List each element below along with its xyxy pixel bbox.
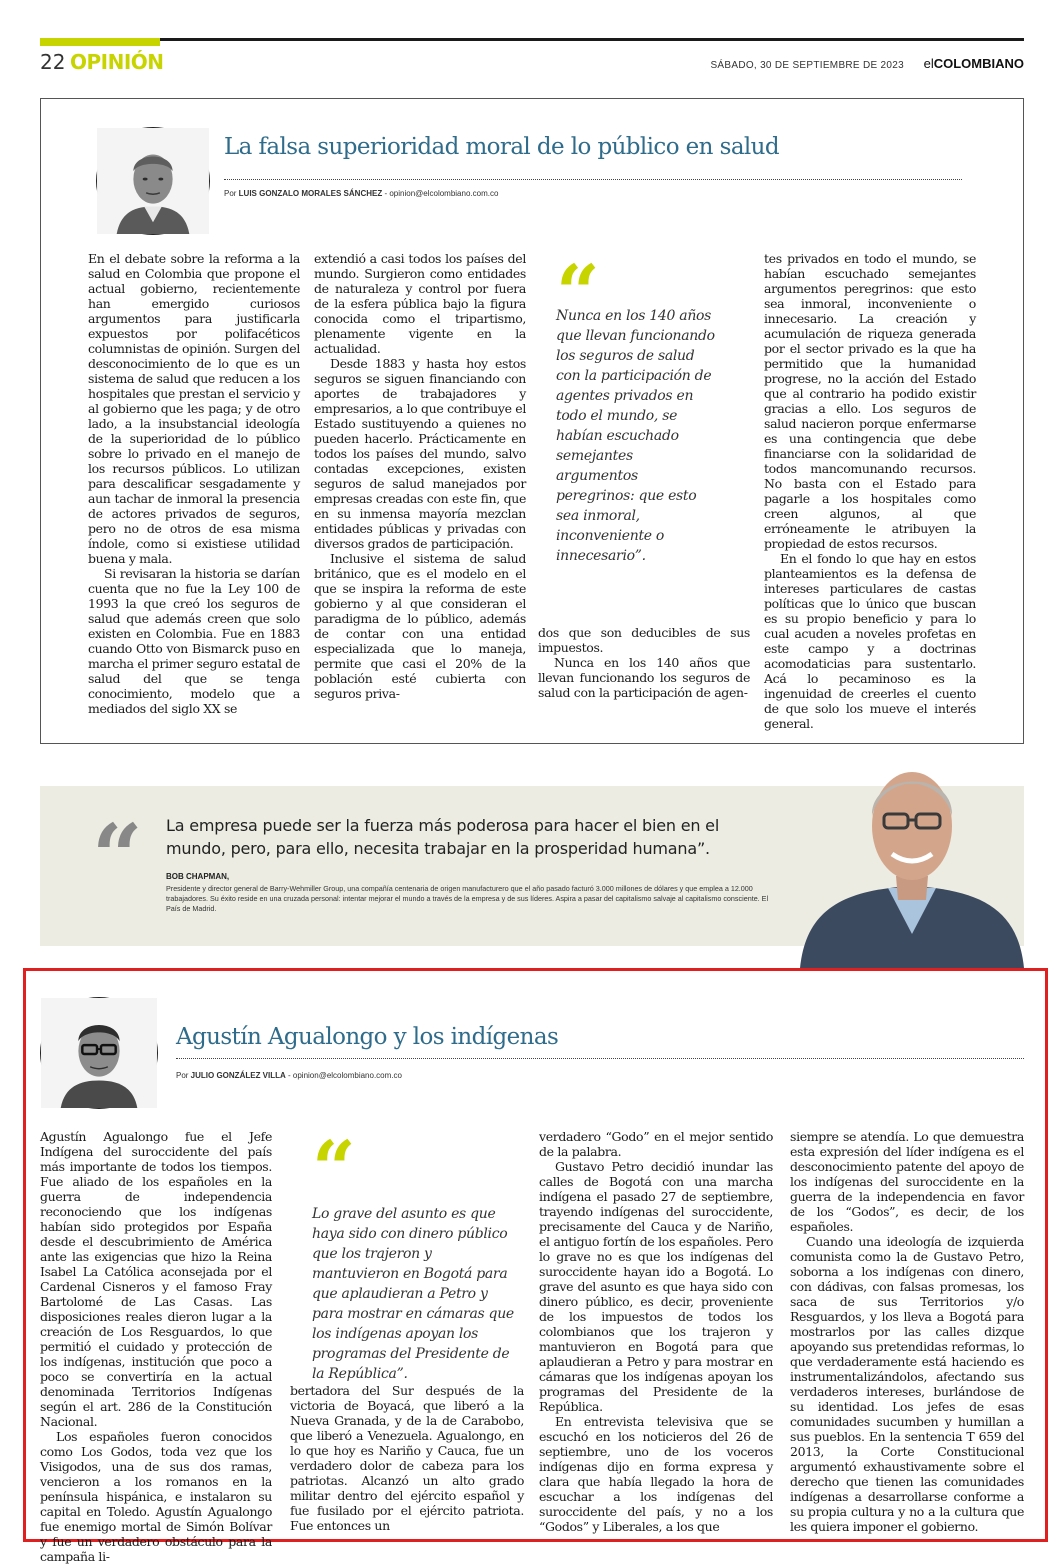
person-photo-icon [800, 728, 1024, 968]
page-number: 22 [40, 50, 66, 74]
article-1-pullquote: Nunca en los 140 años que llevan funcionando los seguros de salud con la participación de agentes privados en todo el mundo, se habían escuchado semejantes argumentos peregrinos: que esto sea inmoral, inconveniente o innecesario”. [556, 308, 715, 565]
paragraph: Inclusive el sistema de salud británico, que es el modelo en el que se inspira la reforma de este gobierno y al que consideran el paradigma de lo público, además de contar con una entidad especializada que lo maneja, permite que casi el 20% de la población esté cubierta con seguros priva- [314, 551, 526, 701]
author-portrait-2 [40, 997, 158, 1109]
featured-quote: La empresa puede ser la fuerza más poderosa para hacer el bien en el mundo, pero, para ello, necesita trabajar en la prosperidad humana”. [166, 816, 720, 859]
section-label: OPINIÓN [70, 50, 164, 74]
paragraph: Los españoles fueron conocidos como Los Godos, toda vez que los Visigodos, una de sus dos ramas, vencieron a los romanos en la península hispánica, e instalaron su capital en Toledo. Agustín Agualongo fue enemigo mortal de Simón Bolívar y fue un verdadero obstáculo para la campaña li- [40, 1429, 272, 1564]
paragraph: tes privados en todo el mundo, se habían escuchado semejantes argumentos peregrinos: que esto sea inmoral, inconveniente o innecesario. La creación y acumulación de riqueza generada por el sector privado es la que ha permitido que la humanidad progrese, no la acción del Estado que al contrario ha podido existir gracias a ello. Los seguros de salud nacieron porque enfermarse es una contingencia que debe financiarse con la solidaridad de todos mancomunando recursos. No basta con el Estado para pagarle a los hospitales como creen algunos, al que erróneamente le atribuyen la propiedad de estos recursos. [764, 251, 976, 551]
article-2-byline [176, 1071, 402, 1080]
paragraph: Si revisaran la historia se darían cuenta que no fue la Ley 100 de 1993 la que creó los seguros de salud que además creen que solo existen en Colombia. Fue en 1883 cuando Otto von Bismarck puso en marcha el primer seguro estatal de salud del que se tenga conocimiento, modelo que a mediados del siglo XX se [88, 566, 300, 716]
logo-prefix: el [923, 56, 934, 71]
article-2-column-1 [40, 1129, 272, 1564]
article-2-divider [176, 1058, 1024, 1059]
byline-prefix: Por [224, 189, 239, 198]
byline-prefix: Por [176, 1071, 191, 1080]
quote-mark-icon: “ [556, 248, 600, 337]
article-1-column-3 [538, 625, 750, 703]
paragraph: Agustín Agualongo fue el Jefe Indígena del suroccidente del país más importante de todos los tiempos. Fue aliado de los españoles en la guerra de independencia reconociendo que los indígenas habían sido protegidos por España desde el descubrimiento de América ante las exigencias que hizo la Reina Isabel La Católica aconsejada por el Cardenal Cisneros y el famoso Fray Bartolomé de Las Casas. Las disposiciones reales dieron lugar a la creación de Los Resguardos, lo que permitió el cuidado y protección de los indígenas, institución que poco a poco se convertiría en la actual denominada Territorios Indígenas según el art. 286 de la Constitución Nacional. [40, 1129, 272, 1429]
article-1-byline [224, 189, 498, 198]
paragraph: bertadora del Sur después de la victoria de Boyacá, que liberó a la Nueva Granada, y de la de Carabobo, que liberó a Venezuela. Agualongo, en lo que hoy es Nariño y Cauca, fue un verdadero dolor de cabeza para los patriotas. Alcanzó un alto grado militar dentro del ejército español y fue fusilado por el ejército patriota. Fue entonces un [290, 1383, 524, 1533]
article-1-headline: La falsa superioridad moral de lo público en salud [224, 134, 780, 160]
paragraph: En entrevista televisiva que se escuchó en los noticieros del 26 de septiembre, uno de los voceros indígenas dijo en forma expresa y clara que había llegado la hora de escuchar a los indígenas del suroccidente del país, y no a los “Godos” y Liberales, a los que [539, 1414, 773, 1534]
quote-mark-icon: “ [312, 1124, 356, 1213]
paragraph: extendió a casi todos los países del mundo. Surgieron como entidades de naturaleza y control por fuera de la esfera pública bajo la figura conocida como el tripartismo, plenamente vigente en la actualidad. [314, 251, 526, 356]
paragraph: Cuando una ideología de izquierda comunista como la de Gustavo Petro, soborna a los indígenas con dinero, con dádivas, con falsas promesas, los saca de sus Territorios y/o Resguardos, y los lleva a Bogotá para mostrarlos por las calles dizque apoyando sus pretendidas reformas, lo que verdaderamente está haciendo es instrumentalizándolos, afectando sus verdaderos intereses, burlándose de su identidad. Los jefes de esas comunidades sucumben y humillan a sus pueblos. En la sentencia T 659 del 2013, la Corte Constitucional argumentó exhaustivamente sobre el derecho que tienen las comunidades indígenas a desarrollarse conforme a su propia cultura y no a la cultura que les quiera imponer el gobierno. [790, 1234, 1024, 1534]
author-photo-icon [97, 128, 209, 234]
article-2-column-4 [790, 1129, 1024, 1534]
author-email: - opinion@elcolombiano.com.co [285, 1071, 402, 1080]
quote-mark-icon: “ [92, 804, 143, 908]
author-photo-icon [41, 998, 157, 1108]
masthead-accent-bar [40, 38, 160, 46]
author-email: - opinion@elcolombiano.com.co [382, 189, 499, 198]
article-1-divider [224, 179, 962, 180]
article-1-column-2 [314, 251, 526, 703]
author-name: JULIO GONZÁLEZ VILLA [190, 1071, 286, 1080]
paragraph: En el debate sobre la reforma a la salud en Colombia que propone el actual gobierno, recientemente han emergido curiosos argumentos para justificarla expuestos por polifacéticos columnistas de opinión. Surgen del desconocimiento de lo que es un sistema de salud que reducen a los hospitales que prestan el servicio y al gobierno que les paga; y de otro lado, a la insubstancial ideología de la superioridad de lo público sobre lo privado en el manejo de los recursos públicos. Lo utilizan para descalificar sesgadamente y aun tachar de inmoral la presencia de actores privados de seguros, pero no de otros de esa misma índole, como si existiese utilidad buena y mala. [88, 251, 300, 566]
article-2-headline: Agustín Agualongo y los indígenas [176, 1024, 559, 1050]
paragraph: verdadero “Godo” en el mejor sentido de la palabra. [539, 1129, 773, 1159]
quote-author-name: BOB CHAPMAN, [166, 872, 230, 881]
article-1-column-4 [764, 251, 976, 731]
paragraph: siempre se atendía. Lo que demuestra esta expresión del líder indígena es el desconocimiento patente del apoyo de los indígenas del suroccidente en la guerra de la independencia en favor de los “Godos”, es decir, de los españoles. [790, 1129, 1024, 1234]
article-1-column-1 [88, 251, 300, 716]
paragraph: Desde 1883 y hasta hoy estos seguros se siguen financiando con aportes de trabajadores y empresarios, a lo que contribuye el Estado sustituyendo a quienes no pueden hacerlo. Prácticamente en todos los países del mundo, salvo contadas excepciones, existen seguros de salud manejados por empresas creadas con este fin, que en su inmensa mayoría mezclan entidades públicas y privadas con diversos grados de participación. [314, 356, 526, 551]
issue-date: SÁBADO, 30 DE SEPTIEMBRE DE 2023 [710, 60, 904, 71]
quote-author-description: Presidente y director general de Barry-Wehmiller Group, una compañía centenaria de origen manufacturero que el año pasado facturó 3.000 millones de dólares y que emplea a 12.000 trabajadores. Su éxito reside en una cruzada personal: intentar mejorar el mundo a través de la empresa y de sus líderes. Aspira a pasar del capitalismo salvaje al capitalismo consciente. El País de Madrid. [166, 884, 769, 914]
newspaper-logo [924, 56, 1024, 71]
masthead-rule [40, 38, 1024, 41]
paragraph: dos que son deducibles de sus impuestos. [538, 625, 750, 655]
paragraph: En el fondo lo que hay en estos planteamientos es la defensa de intereses particulares de castas políticas que lo único que buscan es su propio beneficio y para lo cual acuden a noveles profetas en este campo y a doctrinas acomodaticias para sustentarlo. Acá lo pecaminoso es la ingenuidad de creerles el cuento de que solo los mueve el interés general. [764, 551, 976, 731]
paragraph: Nunca en los 140 años que llevan funcionando los seguros de salud con la participación de agen- [538, 655, 750, 700]
article-2-column-3 [539, 1129, 773, 1534]
logo-name: COLOMBIANO [933, 56, 1024, 71]
paragraph: Gustavo Petro decidió inundar las calles de Bogotá con una marcha indígena el pasado 27 de septiembre, trayendo indígenas del suroccidente, precisamente del Cauca y de Nariño, el antiguo fortín de los españoles. Pero lo grave no es que los indígenas del suroccidente hayan ido a Bogotá. Lo grave del asunto es que haya sido con dinero público, es decir, proveniente de los impuestos de todos los colombianos que los trajeron y mantuvieron en Bogotá para que aplaudieran a Petro y para mostrar en cámaras que los indígenas apoyan los programas del Presidente de la República. [539, 1159, 773, 1414]
quote-author-photo [800, 728, 1024, 968]
article-2-pullquote: Lo grave del asunto es que haya sido con dinero público que los trajeron y mantuvieron en Bogotá para que aplaudieran a Petro y para mostrar en cámaras que los indígenas apoyan los programas del Presidente de la República”. [312, 1206, 514, 1383]
author-portrait-1 [96, 127, 210, 235]
article-2-column-2 [290, 1383, 524, 1533]
author-name: LUIS GONZALO MORALES SÁNCHEZ [238, 189, 383, 198]
